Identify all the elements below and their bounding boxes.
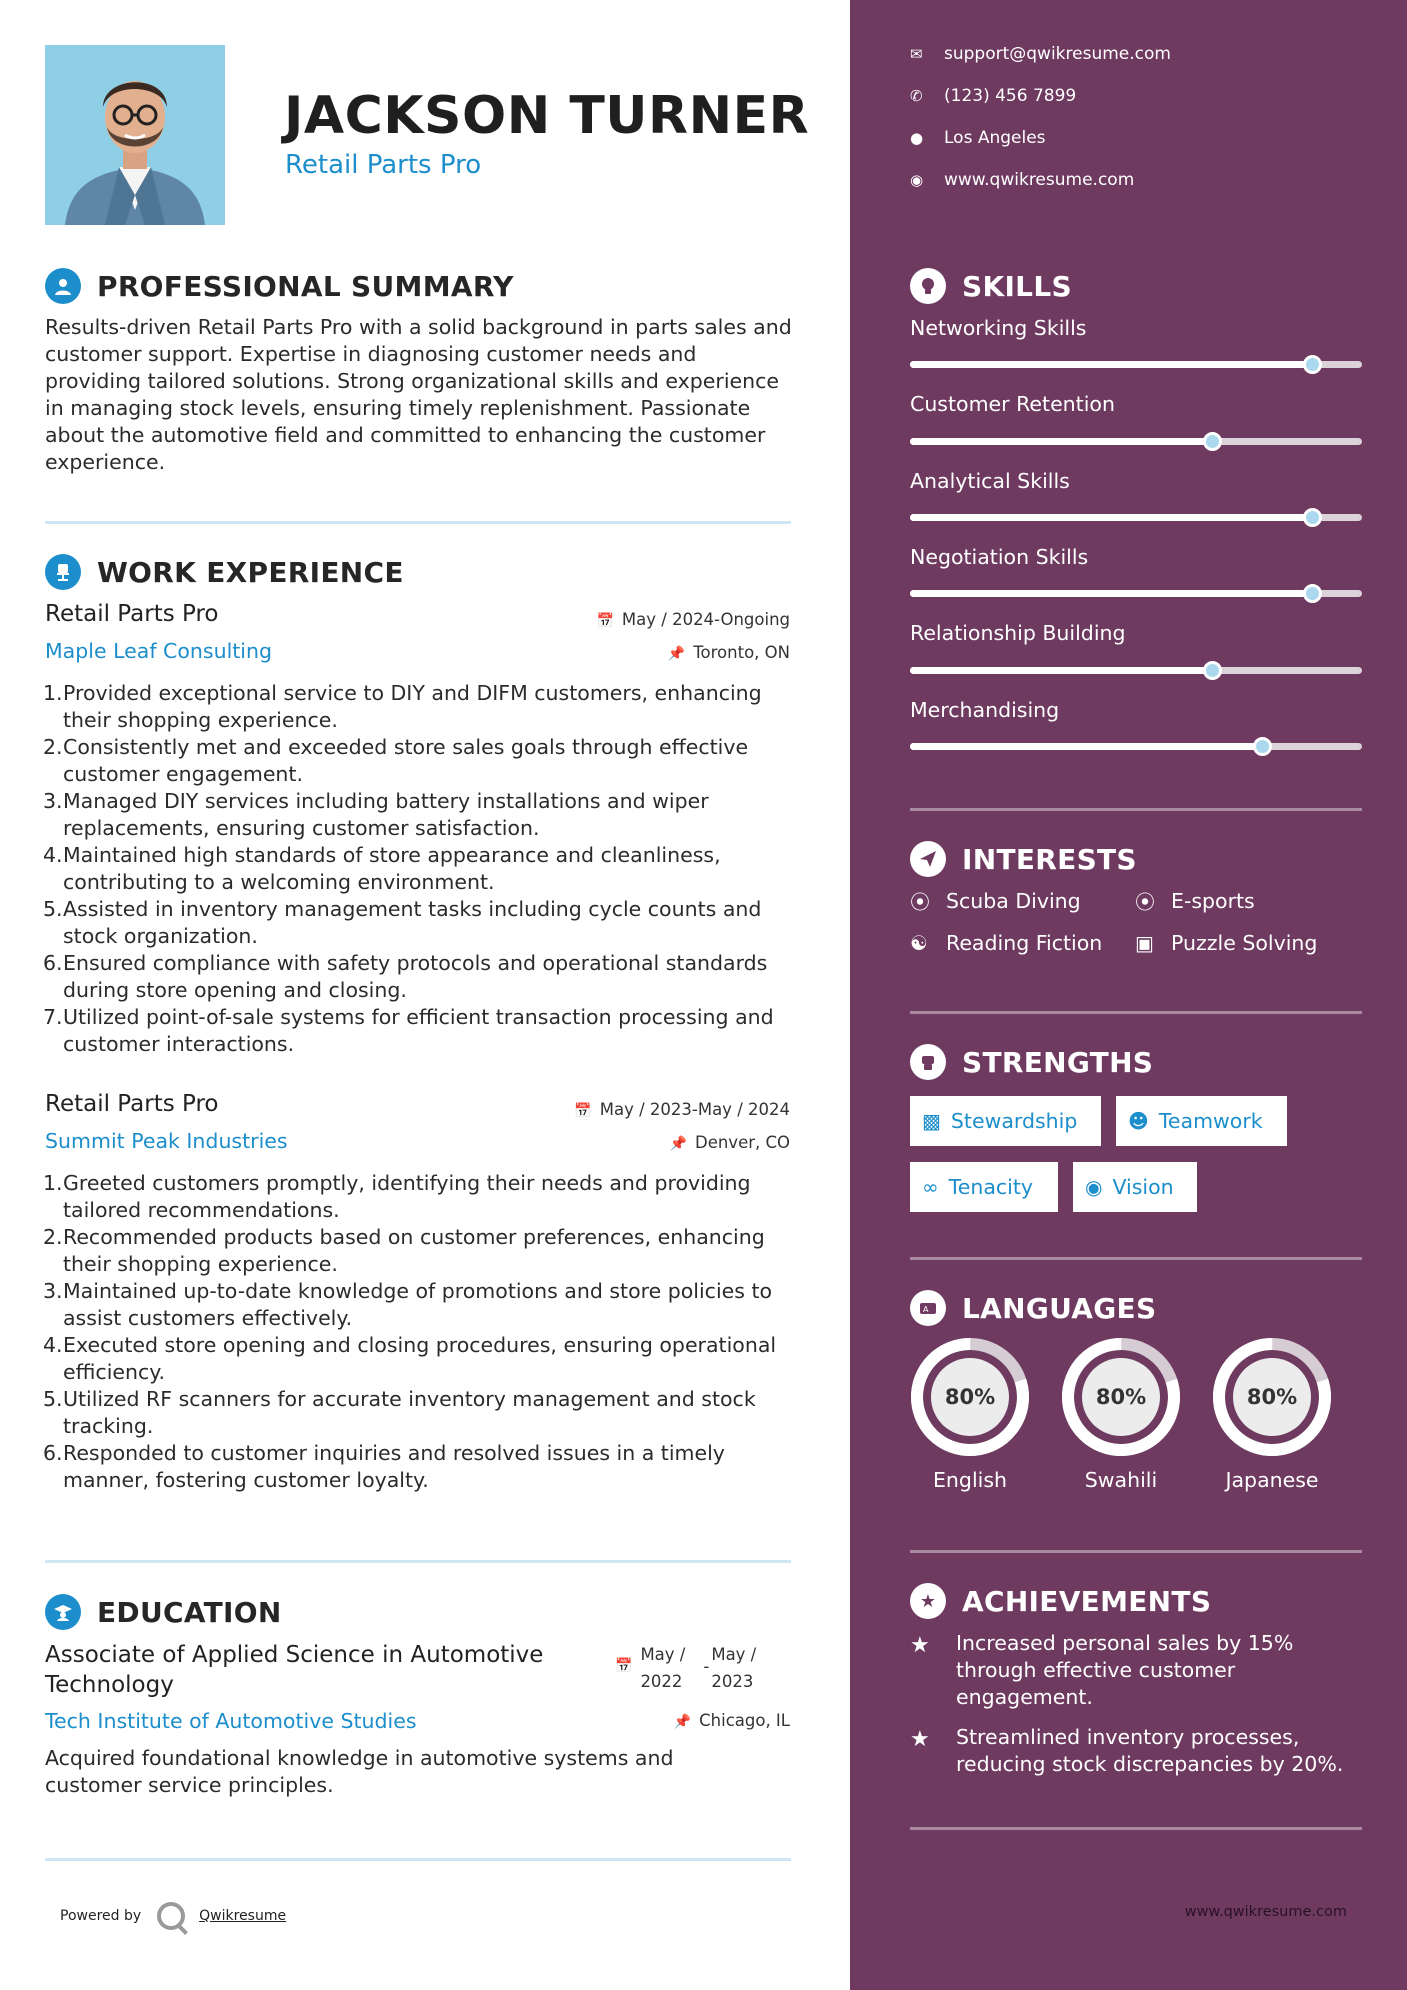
skill-label: Customer Retention [910,392,1115,416]
star-icon: ★ [910,1727,930,1752]
skill-bar-fill [910,514,1312,521]
list-item: Recommended products based on customer preferences, enhancing their shopping experience. [63,1225,765,1276]
binoculars-icon: ◉ [1085,1175,1103,1199]
interest-item: ⦿ E-sports [1135,886,1255,915]
section-divider [45,1858,791,1861]
skill-label: Networking Skills [910,316,1087,340]
skill-bar-knob [1253,737,1272,756]
skill-bar [910,361,1362,368]
phone-icon: ✆ [910,87,923,105]
skill-label: Analytical Skills [910,469,1070,493]
skill-bar [910,438,1362,445]
education-dates [615,1641,756,1695]
skill-label: Relationship Building [910,621,1126,645]
section-divider [45,1560,791,1563]
gamepad-icon: ☯ [910,931,928,955]
life-ring-icon: ⦿ [1135,890,1155,914]
start-date: May / 2022 [640,1645,686,1691]
education-description: Acquired foundational knowledge in automotive systems and customer service principles. [45,1746,674,1797]
list-item: Executed store opening and closing procedures, ensuring operational efficiency. [63,1333,777,1384]
fist-icon [910,1044,946,1080]
language-name: Swahili [1084,1468,1158,1492]
skill-bar [910,667,1362,674]
footer-website[interactable]: www.qwikresume.com [1184,1904,1347,1920]
pin-icon: 📌 [673,1714,692,1730]
contact-website[interactable]: ◉ www.qwikresume.com [910,170,1135,190]
powered-by [60,1902,286,1930]
end-date: May / 2023 [711,1645,757,1691]
user-icon [45,268,81,304]
skill-bar-fill [910,590,1312,597]
school-name: Tech Institute of Automotive Studies [45,1709,417,1733]
star-badge-icon: ★ [910,1583,946,1619]
qwikresume-logo-icon [157,1902,185,1930]
job-company: Summit Peak Industries [45,1129,288,1153]
job-duties [45,1170,801,1494]
school-location: 📌 Chicago, IL [673,1711,790,1730]
language-item [909,1336,1031,1492]
job-location: 📌 Denver, CO [669,1133,790,1152]
list-item: Provided exceptional service to DIY and DIFM customers, enhancing their shopping experience. [63,681,762,732]
interest-item: ☯ Reading Fiction [910,931,1103,955]
link-icon: ∞ [922,1175,939,1199]
list-item: Assisted in inventory management tasks including cycle counts and stock organization. [63,897,762,948]
chair-icon [45,554,81,590]
job-date: 📅 May / 2024-Ongoing [596,610,790,629]
strengths-title: STRENGTHS [962,1045,1154,1079]
strength-badge: ☻ Teamwork [1116,1096,1287,1146]
list-item: Greeted customers promptly, identifying their needs and providing tailored recommendations. [63,1171,751,1222]
strengths-heading [910,1044,1153,1080]
strength-badge: ∞ Tenacity [910,1162,1058,1212]
section-divider [45,521,791,524]
job-company: Maple Leaf Consulting [45,639,273,663]
job-title: Retail Parts Pro [45,601,219,627]
job-date: 📅 May / 2023-May / 2024 [574,1100,790,1119]
qwikresume-link[interactable]: Qwikresume [199,1908,287,1924]
skills-title: SKILLS [962,269,1072,303]
degree-title: Associate of Applied Science in Automotive Technology [45,1642,544,1698]
book-icon: ▣ [1135,931,1154,955]
paper-plane-icon [910,841,946,877]
language-percent: 80% [1095,1385,1147,1409]
section-divider [910,1257,1362,1260]
summary-text: Results-driven Retail Parts Pro with a solid background in parts sales and customer support. Expertise in diagnosing customer needs and providing tailored solutions. Strong organizational skills and experience in managing stock levels, ensuring timely replenishment. Passionate about the automotive field and committed to enhancing the customer experience. [45,315,792,474]
summary-heading [45,268,514,304]
calendar-icon: 📅 [615,1658,633,1674]
strength-badge: ◉ Vision [1073,1162,1197,1212]
star-icon: ★ [910,1633,930,1658]
list-item: Responded to customer inquiries and resolved issues in a timely manner, fostering customer loyalty. [63,1441,725,1492]
languages-heading [910,1290,1156,1326]
achievement-item: ★ Streamlined inventory processes, reducing stock discrepancies by 20%. [910,1725,1344,1776]
globe-icon: ◉ [910,171,924,189]
achievements-title: ACHIEVEMENTS [962,1584,1212,1618]
language-name: English [932,1468,1008,1492]
language-name: Japanese [1225,1468,1319,1492]
envelope-icon: ✉ [910,45,923,63]
list-item: Utilized point-of-sale systems for efficient transaction processing and customer interactions. [63,1005,774,1056]
skill-bar-fill [910,438,1213,445]
contact-phone[interactable]: ✆ (123) 456 7899 [910,86,1077,106]
language-item [1211,1336,1333,1492]
pin-icon: 📌 [669,1136,687,1152]
section-divider [910,1011,1362,1014]
summary-title: PROFESSIONAL SUMMARY [97,269,514,303]
skill-label: Negotiation Skills [910,545,1089,569]
list-item: Utilized RF scanners for accurate inventory management and stock tracking. [63,1387,756,1438]
candidate-name: JACKSON TURNER [284,86,810,146]
svg-text:A: A [923,1305,929,1314]
skill-label: Merchandising [910,698,1060,722]
language-ring [909,1336,1031,1458]
users-icon: ☻ [1128,1109,1149,1133]
language-ring [1211,1336,1333,1458]
skill-bar [910,743,1362,750]
section-divider [910,1550,1362,1553]
list-item: Maintained high standards of store appearance and cleanliness, contributing to a welcoming environment. [63,843,721,894]
job-title: Retail Parts Pro [45,1091,219,1117]
achievements-heading [910,1583,1211,1619]
contact-email[interactable]: ✉ support@qwikresume.com [910,44,1171,64]
skill-bar-fill [910,361,1312,368]
skill-bar-knob [1203,661,1222,680]
calendar-icon: 📅 [596,613,614,629]
education-title: EDUCATION [97,1595,282,1629]
education-heading [45,1594,282,1630]
skill-bar [910,590,1362,597]
list-item: Managed DIY services including battery installations and wiper replacements, ensuring customer satisfaction. [63,789,709,840]
date-separator: - [703,1657,710,1676]
map-marker-icon: ● [910,129,924,147]
language-ring [1060,1336,1182,1458]
lightbulb-icon [910,268,946,304]
strength-badge: ▩ Stewardship [910,1096,1101,1146]
sidebar [850,0,1407,1990]
achievement-item: ★ Increased personal sales by 15% through effective customer engagement. [910,1631,1294,1709]
calendar-icon: 📅 [574,1103,592,1119]
section-divider [910,1827,1362,1830]
language-icon [910,1290,946,1326]
skill-bar-knob [1303,584,1322,603]
section-divider [910,808,1362,811]
work-heading [45,554,404,590]
interest-item: ⦿ Scuba Diving [910,886,1081,915]
powered-by-label: Powered by [60,1908,142,1924]
candidate-role: Retail Parts Pro [285,150,482,180]
pin-icon: 📌 [667,646,686,662]
skill-bar-knob [1203,432,1222,451]
skill-bar-knob [1303,355,1322,374]
briefcase-icon: ▩ [922,1109,941,1133]
list-item: Consistently met and exceeded store sales goals through effective customer engagement. [63,735,749,786]
language-item [1060,1336,1182,1492]
skill-bar [910,514,1362,521]
profile-photo [45,45,225,225]
language-percent: 80% [1246,1385,1298,1409]
interests-heading [910,841,1137,877]
work-title: WORK EXPERIENCE [97,555,404,589]
skills-heading [910,268,1072,304]
interests-title: INTERESTS [962,842,1137,876]
life-ring-icon: ⦿ [910,890,930,914]
graduate-icon [45,1594,81,1630]
job-duties [45,680,801,1058]
interest-item: ▣ Puzzle Solving [1135,931,1318,955]
skill-bar-knob [1303,508,1322,527]
skill-bar-fill [910,743,1263,750]
list-item: Ensured compliance with safety protocols and operational standards during store opening and closing. [63,951,768,1002]
list-item: Maintained up-to-date knowledge of promotions and store policies to assist customers effectively. [63,1279,773,1330]
languages-title: LANGUAGES [962,1291,1157,1325]
contact-location: ● Los Angeles [910,128,1046,148]
language-percent: 80% [944,1385,996,1409]
job-location: 📌 Toronto, ON [667,643,790,662]
skill-bar-fill [910,667,1213,674]
